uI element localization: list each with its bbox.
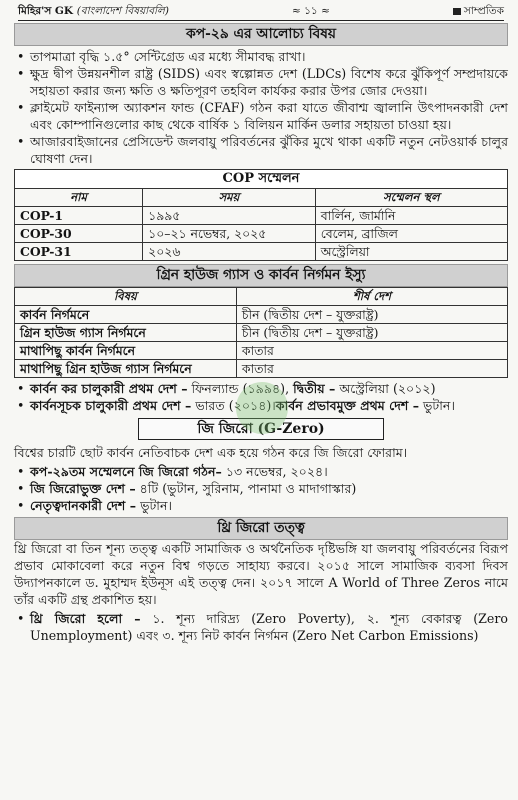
- item-label: কার্বন কর চালুকারী প্রথম দেশ –: [30, 381, 188, 396]
- table-cell: গ্রিন হাউজ গ্যাস নির্গমনে: [15, 324, 237, 342]
- column-header: বিষয়: [15, 288, 237, 306]
- gzero-intro: বিশ্বের চারটি ছোট কার্বন নেতিবাচক দেশ এক হয়ে গঠন করে জি জিরো ফোরাম।: [14, 445, 408, 460]
- list-item: [14, 497, 508, 514]
- book-brand: মিহির'স GK: [18, 4, 74, 17]
- table-cell: COP-30: [15, 225, 143, 243]
- item-label: জি জিরোভুক্ত দেশ –: [30, 481, 136, 496]
- table-cell: চীন (দ্বিতীয় দেশ – যুক্তরাষ্ট্র): [236, 324, 507, 342]
- table-row: [15, 243, 508, 261]
- header-left: [18, 3, 169, 20]
- item-label: থ্রি জিরো হলো –: [30, 611, 141, 626]
- item-text: ভুটান।: [136, 498, 172, 513]
- table-cell: বেলেম, ব্রাজিল: [315, 225, 507, 243]
- item-label: নেতৃত্বদানকারী দেশ –: [30, 498, 137, 513]
- list-item: • ক্লাইমেট ফাইন্যান্স অ্যাকশন ফান্ড (CFAF) গঠন করা যাতে জীবাশ্ম জ্বালানি উৎপাদনকারী দেশ এবং কোম্পানিগুলোর কাছ থেকে বার্ষিক ১ বিলিয়ন মার্কিন ডলার সহায়তা চাওয়া হয়।: [14, 99, 508, 133]
- list-item: [14, 610, 508, 644]
- column-header: নাম: [15, 189, 143, 207]
- item-text: ১. শূন্য দারিদ্র্য (Zero Poverty), ২. শূন্য বেকারত্ব (Zero Unemployment) এবং ৩. শূন্য নিট কার্বন নির্গমন (Zero Net Carbon Emissions): [30, 611, 508, 643]
- list-item: • তাপমাত্রা বৃদ্ধি ১.৫° সেন্টিগ্রেড এর মধ্যে সীমাবদ্ধ রাখা।: [14, 48, 508, 65]
- ghg-table: [14, 287, 508, 378]
- flag-icon: [453, 8, 461, 15]
- table-cell: কাতার: [236, 342, 507, 360]
- table-row: [15, 225, 508, 243]
- table-row: [15, 342, 508, 360]
- item-text: ফিনল্যান্ড (১৯৯৪),: [187, 381, 294, 396]
- item-label: কার্বন প্রভাবমুক্ত প্রথম দেশ –: [275, 398, 420, 413]
- book-subtitle: (বাংলাদেশ বিষয়াবলি): [76, 4, 169, 17]
- table-row: [15, 360, 508, 378]
- page-number: ≈ ১১ ≈: [291, 4, 330, 17]
- item-label: কার্বনসূচক চালুকারী প্রথম দেশ –: [30, 398, 192, 413]
- page-header: [18, 0, 504, 21]
- gzero-heading: জি জিরো (G-Zero): [138, 418, 384, 440]
- table-cell: COP-31: [15, 243, 143, 261]
- gzero-list: [14, 463, 508, 514]
- list-item: [14, 480, 508, 497]
- three-zero-paragraph: থ্রি জিরো বা তিন শূন্য তত্ত্ব একটি সামাজিক ও অর্থনৈতিক দৃষ্টিভঙ্গি যা জলবায়ু পরিবর্তনের বিরূপ প্রভাব মোকাবেলা করে নতুন বিশ্ব গড়তে সাহায্য করবে। ২০১৫ সালে সামাজিক ব্যবসা দিবস উদ্যাপনকালে ড. মুহাম্মদ ইউনূস এই তত্ত্ব দেন। ২০১৭ সালে A World of Three Zeros নামে তাঁর একটি গ্রন্থ প্রকাশিত হয়।: [14, 541, 508, 607]
- list-item: • আজারবাইজানের প্রেসিডেন্ট জলবায়ু পরিবর্তনের ঝুঁকির মুখে থাকা একটি নতুন নেটওয়ার্ক চালুর ঘোষণা দেন।: [14, 133, 508, 167]
- table-header-row: [15, 288, 508, 306]
- item-text: ভারত (২০১৪)।: [191, 398, 276, 413]
- list-item: • ক্ষুদ্র দ্বীপ উন্নয়নশীল রাষ্ট্র (SIDS) এবং স্বল্পোন্নত দেশ (LDCs) বিশেষ করে ঝুঁকিপূর্ণ সম্প্রদায়কে সহায়তা করার জন্য ক্ষতি ও ক্ষতিপূরণ তহবিল কার্যকর করার উপর জোর দেওয়া।: [14, 65, 508, 99]
- section-label: সাম্প্রতিক: [463, 4, 504, 17]
- table-header-row: [15, 189, 508, 207]
- cop-table: [14, 188, 508, 261]
- list-item: [14, 463, 508, 480]
- table-cell: মাথাপিছু কার্বন নির্গমনে: [15, 342, 237, 360]
- table-cell: অস্ট্রেলিয়া: [315, 243, 507, 261]
- cop29-heading: কপ-২৯ এর আলোচ্য বিষয়: [14, 23, 508, 46]
- three-zero-list: [14, 610, 508, 644]
- item-text: ভুটান।: [419, 398, 455, 413]
- ghg-heading: গ্রিন হাউজ গ্যাস ও কার্বন নির্গমন ইস্যু: [14, 264, 508, 287]
- table-cell: চীন (দ্বিতীয় দেশ – যুক্তরাষ্ট্র): [236, 306, 507, 324]
- table-row: [15, 207, 508, 225]
- table-cell: ১০–২১ নভেম্বর, ২০২৫: [143, 225, 316, 243]
- table-cell: বার্লিন, জার্মানি: [315, 207, 507, 225]
- column-header: সময়: [143, 189, 316, 207]
- item-text: ১৩ নভেম্বর, ২০২৪।: [221, 464, 328, 479]
- item-label: কপ-২৯তম সম্মেলনে জি জিরো গঠন–: [30, 464, 222, 479]
- item-text: ৪টি (ভুটান, সুরিনাম, পানামা ও মাদাগাস্কার): [135, 481, 357, 496]
- header-right: [453, 3, 504, 20]
- table-row: [15, 324, 508, 342]
- table-cell: মাথাপিছু গ্রিন হাউজ গ্যাস নির্গমনে: [15, 360, 237, 378]
- table-cell: কাতার: [236, 360, 507, 378]
- three-zero-heading: থ্রি জিরো তত্ত্ব: [14, 517, 508, 540]
- table-cell: ২০২৬: [143, 243, 316, 261]
- table-cell: ১৯৯৫: [143, 207, 316, 225]
- item-text: অস্ট্রেলিয়া (২০১২): [335, 381, 436, 396]
- table-cell: কার্বন নির্গমনে: [15, 306, 237, 324]
- column-header: সম্মেলন স্থল: [315, 189, 507, 207]
- column-header: শীর্ষ দেশ: [236, 288, 507, 306]
- table-cell: COP-1: [15, 207, 143, 225]
- cop-table-title: COP সম্মেলন: [14, 169, 508, 188]
- cop29-list: [14, 48, 508, 167]
- table-row: [15, 306, 508, 324]
- watermark-icon: [236, 382, 288, 434]
- item-label: দ্বিতীয় –: [293, 381, 336, 396]
